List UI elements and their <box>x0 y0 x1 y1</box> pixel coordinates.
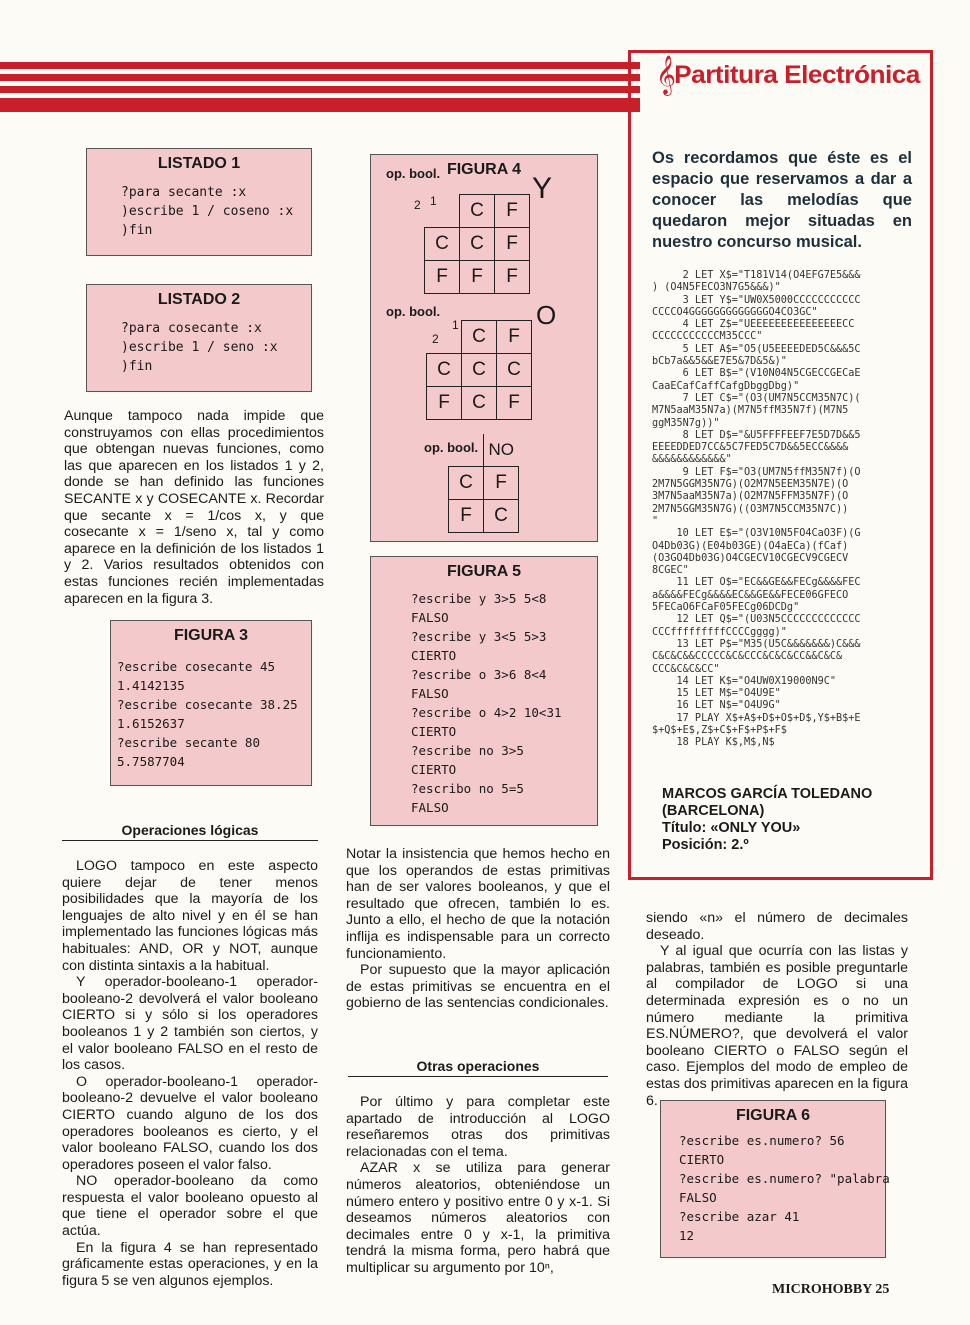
corner-2-y: 2 <box>414 198 421 212</box>
listado-1 <box>86 148 312 256</box>
label-y: Y <box>532 172 553 205</box>
song-position: Posición: 2.º <box>662 837 749 853</box>
figura-6 <box>660 1100 890 1258</box>
author-city: (BARCELONA) <box>662 803 765 819</box>
song-title: Título: «ONLY YOU» <box>662 820 801 836</box>
col2-paragraphs-2: Por último y para completar este apartado de introducción al LOGO reseñaremos otras dos primitivas relacionadas con el tema. AZAR x se utiliza para generar números aleatorios, obteniéndose un número entero y positivo entre 0 y x-1. Si deseamos números aleatorios con decimales entre 0 y x-1, la primitiva tendrá la misma forma, pero habrá que multiplicar su argumento por 10ⁿ, <box>346 1094 610 1276</box>
section-title: Partitura Electrónica <box>674 60 920 89</box>
col2-paragraphs-1: Notar la insistencia que hemos hecho en que los operandos de estas primitivas han de ser valores booleanos, y que el resultado que ofrecen, también lo es. Junto a ello, el hecho de que la notación inflija es indispensable para un correcto funcionamiento. Por supuesto que la mayor aplicación de estas primitivas se encuentra en el gobierno de las sentencias condicionales. <box>346 846 610 1012</box>
figura-5 <box>370 556 598 826</box>
listado-2-code: ?para cosecante :x )escribe 1 / seno :x )fin <box>121 321 278 374</box>
corner-1-y: 1 <box>430 194 437 208</box>
figura-5-code: ?escribe y 3>5 5<8 FALSO ?escribe y 3<5 5>3 CIERTO ?escribe o 3>6 8<4 FALSO ?escribe o 4>2 10<31 CIERTO ?escribe no 3>5 CIERTO ?escribo no 5=5 FALSO <box>411 591 562 815</box>
header-stripes <box>0 62 640 118</box>
figura-6-code: ?escribe es.numero? 56 CIERTO ?escribe es.numero? "palabra FALSO ?escribe azar 41 12 <box>679 1133 890 1243</box>
op-bool-label-no: op. bool. <box>424 440 479 455</box>
label-no: NO <box>488 440 514 459</box>
section-heading-logicas: Operaciones lógicas <box>62 822 318 841</box>
truth-table-no: NO C F F C <box>448 434 519 533</box>
figura-5-title: FIGURA 5 <box>446 563 522 580</box>
section-heading-otras: Otras operaciones <box>348 1058 608 1077</box>
op-bool-label-o: op. bool. <box>386 304 441 319</box>
footer <box>772 1282 889 1298</box>
col1-paragraph-1: Aunque tampoco nada impide que construyamos con ellas procedimientos que obtengan nuevas funciones, como las que aparecen en los listados 1 y 2, donde se han definido las funciones SECANTE x y COSECANTE x. Recordar que secante x = 1/cos x, y que cosecante x = 1/seno x, tal y como aparece en la definición de los listados 1 y 2. Varios resultados obtenidos con estas funciones recién implementadas aparecen en la figura 3. <box>64 408 324 607</box>
corner-2-o: 2 <box>432 332 439 346</box>
magazine-name: MICROHOBBY <box>772 1282 872 1297</box>
op-bool-label-y: op. bool. <box>386 166 441 181</box>
label-o: O <box>536 300 557 330</box>
treble-clef-icon: 𝄞 <box>655 55 677 95</box>
figura-3-title: FIGURA 3 <box>173 627 249 644</box>
truth-table-y: C F C C F F F F <box>424 194 530 294</box>
figura-3-code: ?escribe cosecante 45 1.4142135 ?escribe cosecante 38.25 1.6152637 ?escribe secante 80 5.7587704 <box>117 659 298 769</box>
figura-3 <box>110 620 312 786</box>
author-block <box>662 786 912 854</box>
listado-2 <box>86 284 312 392</box>
col3-paragraphs: siendo «n» el número de decimales deseado. Y al igual que ocurría con las listas y palabras, también es posible preguntarle al compilador de LOGO si una determinada expresión es o no un número mediante la primitiva ES.NÚMERO?, que devolverá el valor booleano CIERTO o FALSO según el caso. Ejemplos del modo de empleo de estas dos primitivas aparecen en la figura 6. <box>646 910 908 1109</box>
figura-6-title: FIGURA 6 <box>735 1107 811 1124</box>
contest-intro: Os recordamos que éste es el espacio que reservamos a dar a conocer las melodías que quedaron mejor situadas en nuestro concurso musical. <box>652 149 912 251</box>
truth-table-o: C F C C C F C F <box>426 320 532 420</box>
author-name: MARCOS GARCÍA TOLEDANO <box>662 786 873 802</box>
listado-1-code: ?para secante :x )escribe 1 / coseno :x )fin <box>121 185 294 238</box>
col1-paragraphs: LOGO tampoco en este aspecto quiere dejar de tener menos posibilidades que la mayoría de los lenguajes de alto nivel y en él se han implementado las funciones lógicas más habituales: AND, OR y NOT, aunque con distinta sintaxis a la habitual. Y operador-booleano-1 operador-booleano-2 devolverá el valor booleano CIERTO si y sólo si los operadores booleanos 1 y 2 también son ciertos, y el valor booleano FALSO en el resto de los casos. O operador-booleano-1 operador-booleano-2 devuelve el valor booleano CIERTO cuando alguno de los dos operadores booleanos es cierto, y el valor booleano FALSO, cuando los dos operadores poseen el valor falso. NO operador-booleano da como respuesta el valor booleano opuesto al que tiene el operador sobre el que actúa. En la figura 4 se han representado gráficamente estas operaciones, y en la figura 5 se ven algunos ejemplos. <box>62 858 318 1289</box>
basic-program-listing: 2 LET X$="T181V14(O4EFG7E5&&& ) (O4N5FECO3N7G5&&&)" 3 LET Y$="UW0X5000CCCCCCCCCCC CCCCO4GGGGGGGGGGGGGO4CO3GC" 4 LET Z$="UEEEEEEEEEEEEEEECC CCCCCCCCCCCM35CCC" 5 LET A$="O5(U5EEEEDED5C&&&5C bCb7a&&5&&E7E5&7D&5&)" 6 LET B$="(V10N04N5CGECCGECaE CaaECafCaffCafgDbggDbg)" 7 LET C$="(O3(UM7N5CCM35N7C)( M7N5aaM35N7a)(M7N5ffM35N7f)(M7N5 ggM35N7g))" 8 LET D$="&U5FFFFEEF7E5D7D&&5 EEEEDDED7CC&5C7FED5C7D&&5ECC&&&& &&&&&&&&&&&&" 9 LET F$="O3(UM7N5ffM35N7f)(O 2M7N5GGM35N7G)(O2M7N5EEM35N7E)(O 3M7N5aaM35N7a)(O2M7N5FFM35N7F)(O 2M7N5GGM35N7G)((O3M7N5CCM35N7C)) " 10 LET E$="(O3V10N5FO4CaO3F)(G O4Db03G)(E04b03GE)(O4aECa)(fCaf) (O3GO4Db03G)O4CGECV10CGECV9CGECV 8CGEC" 11 LET O$="EC&&GE&&FECg&&&&FEC a&&&&FECg&&&&EC&&GE&&FECE06GFECO 5FECaO6FCaF05FECg06DCDg" 12 LET Q$="(U03N5CCCCCCCCCCCCC CCCfffffffffCCCCgggg)" 13 LET P$="M35(U5C&&&&&&&)C&&& C&C&C&&CCCCC&C&CCC&C&C&CC&&C&C& CCC&C&C&CC" 14 LET K$="O4UW0X19000N9C" 15 LET M$="O4U9E" 16 LET N$="O4U9G" 17 PLAY X$+A$+D$+O$+D$,Y$+B$+E $+Q$+E$,Z$+C$+F$+P$+F$ 18 PLAY K$,M$,N$ <box>652 270 861 749</box>
corner-1-o: 1 <box>452 318 459 332</box>
listado-1-title: LISTADO 1 <box>157 155 241 172</box>
listado-2-title: LISTADO 2 <box>157 291 241 308</box>
page-number: 25 <box>875 1282 890 1297</box>
figura-4-title: FIGURA 4 <box>446 161 522 178</box>
